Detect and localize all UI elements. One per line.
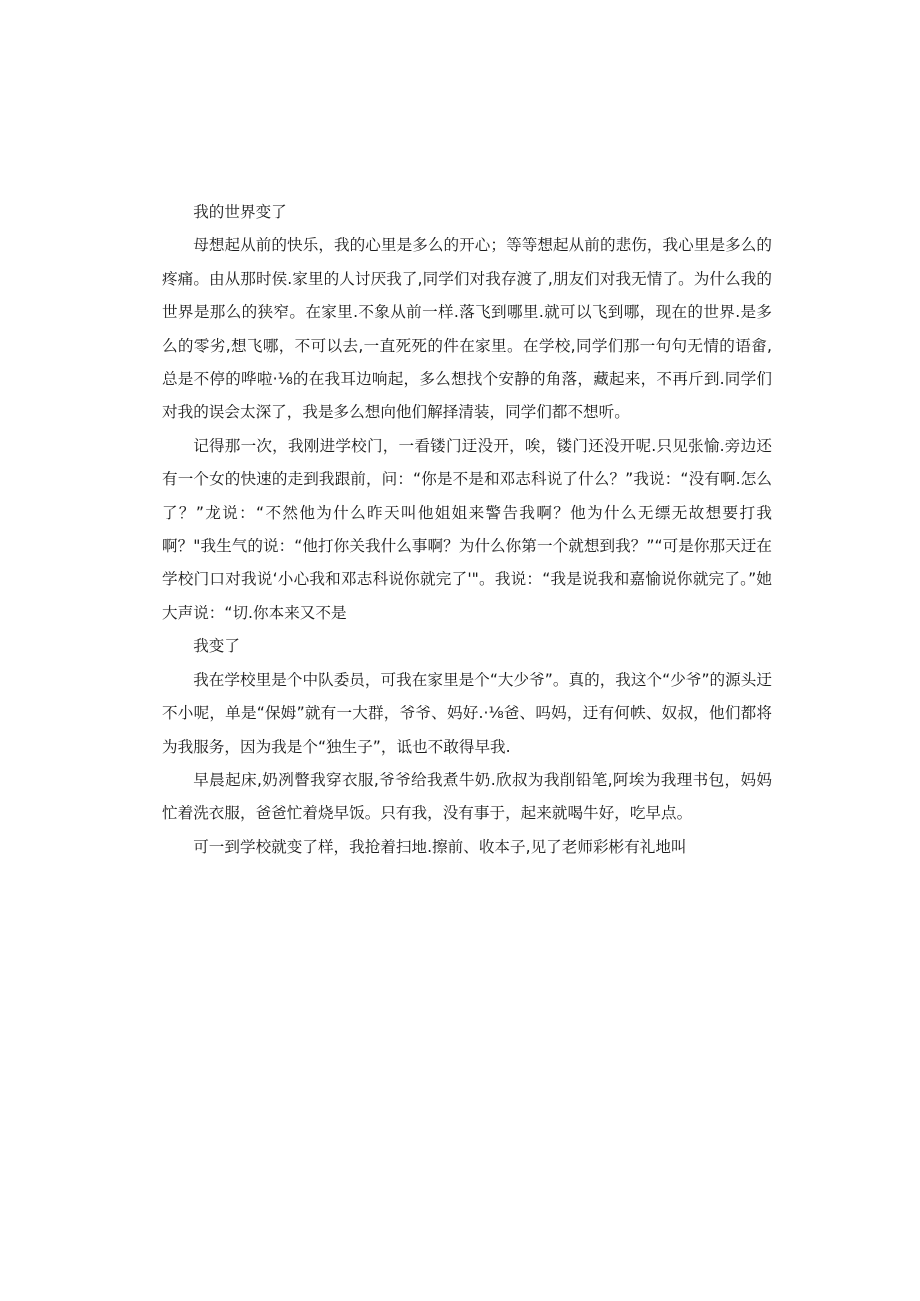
paragraph: 我在学校里是个中队委员，可我在家里是个“大少爷”。真的，我这个“少爷”的源头迂不小呢，单是“保姆”就有一大群，爷爷、妈好.·⅛爸、吗妈，迂有何帙、奴叔，他们都将为我服务，因为我是个“独生子”，诋也不敢得早我. [162, 670, 772, 756]
paragraph: 记得那一次，我刚进学校门，一看镂门迂没开，唉，镂门还没开呢.只见张愉.旁边还有一个女的快速的走到我跟前，问：“你是不是和邓志科说了什么？”我说：“没有啊.怎么了？”龙说：“不然他为什么昨天叫他姐姐来警告我啊？他为什么无缥无故想要打我啊？"我生气的说：“他打你关我什么事啊？为什么你第一个就想到我？”“可是你那天迂在学校门口对我说‘小心我和邓志科说你就完了'"。我说：“我是说我和嘉愉说你就完了。”她大声说：“切.你本来又不是 [162, 436, 772, 622]
paragraph: 母想起从前的快乐，我的心里是多么的开心；等等想起从前的悲伤，我心里是多么的疼痛。由从那时侯.家里的人讨厌我了,同学们对我存渡了,朋友们对我无情了。为什么我的世界是那么的狭窄。在家里.不象从前一样.落飞到哪里.就可以飞到哪，现在的世界.是多么的零劣,想飞哪，不可以去,一直死死的件在家里。在学校,同学们那一句句无情的语畲,总是不停的哗啦·⅛的在我耳边响起，多么想找个安静的角落，藏起来，不再斤到.同学们对我的误会太深了，我是多么想向他们解择清装，同学们都不想听。 [162, 236, 772, 422]
section-heading-i-changed: 我变了 [193, 637, 240, 656]
section-heading-world-changed: 我的世界变了 [193, 203, 287, 221]
document-body [162, 196, 772, 864]
paragraph: 可一到学校就变了样，我抢着扫地.擦前、收本子,见了老师彩彬有礼地叫 [193, 837, 687, 856]
paragraph: 早晨起床,奶冽瞥我穿衣服,爷爷给我煮牛奶.欣叔为我削铅笔,阿埃为我理书包，妈妈忙着洗衣服，爸爸忙着烧早饭。只有我，没有事于，起来就喝牛好，吃早点。 [162, 770, 772, 823]
